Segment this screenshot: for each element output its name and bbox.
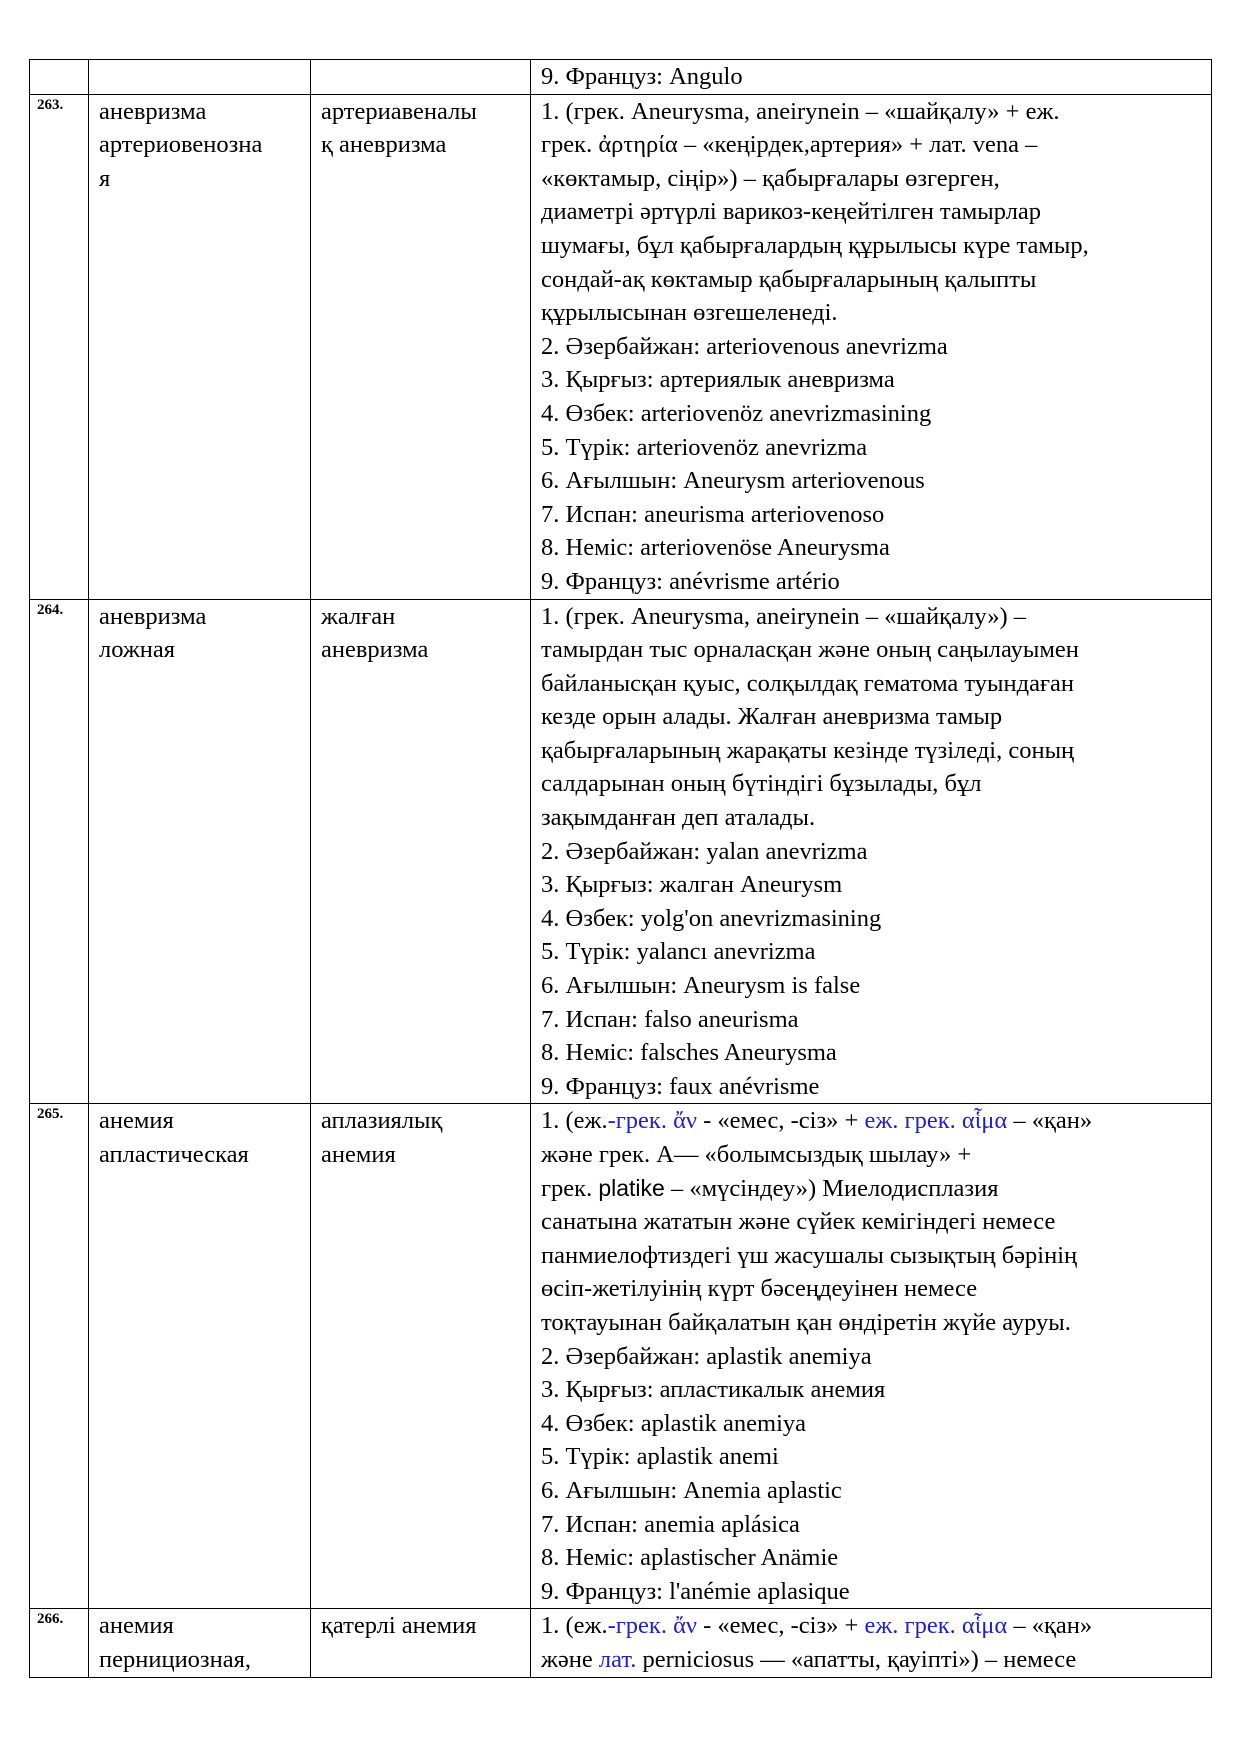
definition-line: байланысқан қуыс, солқылдақ гематома туындаған: [541, 669, 1074, 697]
definition-line: 1. (грек. Aneurysma, aneirynein – «шайқалу» + еж.: [541, 97, 1060, 125]
definition-line: 3. Қырғыз: жалган Aneurysm: [541, 871, 843, 899]
definition-text: грек.: [541, 1174, 599, 1202]
definition-line: диаметрі әртүрлі варикоз-кеңейтілген тамырлар: [541, 198, 1042, 226]
definition-line: [541, 1407, 1203, 1441]
table-row: [30, 1609, 1212, 1677]
definition-text: 1. (еж.: [541, 1612, 608, 1640]
definition-text: - «емес, -сіз» +: [697, 1612, 865, 1640]
definition-line: 6. Ағылшын: Aneurysm arteriovenous: [541, 467, 925, 495]
russian-term-cell: [89, 599, 311, 1104]
russian-term-cell: [89, 60, 311, 95]
definition-cell: [531, 60, 1212, 95]
definition-line: 9. Француз: faux anévrisme: [541, 1072, 820, 1100]
russian-term-line: анемия: [99, 1612, 174, 1640]
definition-line: [541, 1643, 1203, 1677]
definition-line: 9. Француз: Angulo: [541, 63, 743, 90]
russian-term-line: апластическая: [99, 1141, 249, 1168]
definition-line: 7. Испан: aneurisma arteriovenoso: [541, 500, 885, 528]
definition-text: platike: [598, 1174, 665, 1201]
definition-line: зақымданған деп аталады.: [541, 804, 816, 832]
definition-line: 5. Түрік: yalancı anevrizma: [541, 938, 816, 966]
definition-line: салдарынан оның бүтіндігі бұзылады, бұл: [541, 770, 982, 798]
definition-line: «көктамыр, сіңір») – қабырғалары өзгерген,: [541, 164, 1000, 192]
kazakh-term-cell: [311, 94, 531, 599]
definition-text: тоқтауынан байқалатын қан өндіретін жүйе ауруы.: [541, 1308, 1071, 1336]
kazakh-term-line: қ аневризма: [321, 131, 447, 159]
definition-line: 1. (грек. Aneurysma, aneirynein – «шайқалу») –: [541, 602, 1027, 630]
table-row: [30, 599, 1212, 1104]
definition-line: [541, 1272, 1203, 1306]
definition-text: 4. Өзбек: aplastik anemiya: [541, 1409, 807, 1437]
kazakh-term-line: артериавеналы: [321, 97, 477, 125]
russian-term-line: аневризма: [99, 97, 207, 125]
definition-line: [541, 1104, 1203, 1138]
russian-term-line: артериовенозна: [99, 131, 263, 159]
definition-text: – «қан»: [1007, 1612, 1093, 1640]
etymology-highlight: еж. грек. αἷμα: [864, 1107, 1008, 1135]
definition-line: [541, 1138, 1203, 1172]
definition-line: 9. Француз: anévrisme artério: [541, 567, 840, 595]
definition-line: 5. Түрік: arteriovenöz anevrizma: [541, 433, 868, 461]
definition-text: 5. Түрік: aplastik anemi: [541, 1443, 779, 1471]
etymology-highlight: лат.: [598, 1645, 637, 1673]
definition-cell: [531, 1104, 1212, 1609]
table-row: [30, 94, 1212, 599]
definition-line: [541, 1508, 1203, 1542]
russian-term-line: аневризма: [99, 602, 207, 630]
definition-text: және грек. А— «болымсыздық шылау» +: [541, 1141, 972, 1168]
table-row: [30, 60, 1212, 95]
definition-line: [541, 1474, 1203, 1508]
definition-line: [541, 1575, 1203, 1609]
etymology-highlight: -грек. ἄν: [607, 1107, 697, 1135]
definition-line: тамырдан тыс орналасқан және оның саңылауымен: [541, 636, 1079, 664]
definition-cell: [531, 599, 1212, 1104]
russian-term-cell: [89, 1609, 311, 1677]
definition-text: – «мүсіндеу») Миелодисплазия: [664, 1174, 999, 1202]
definition-line: 2. Әзербайжан: arteriovenous anevrizma: [541, 332, 948, 360]
definition-line: 4. Өзбек: arteriovenöz anevrizmasining: [541, 399, 932, 427]
definition-text: және: [541, 1645, 599, 1673]
definition-line: сондай-ақ көктамыр қабырғаларының қалыпты: [541, 265, 1037, 293]
kazakh-term-cell: [311, 60, 531, 95]
definition-line: [541, 1541, 1203, 1575]
definition-line: 4. Өзбек: yolg'on anevrizmasining: [541, 904, 882, 932]
kazakh-term-cell: [311, 599, 531, 1104]
glossary-body: [30, 60, 1212, 1678]
russian-term-line: ложная: [99, 636, 176, 664]
definition-text: 1. (еж.: [541, 1107, 608, 1135]
definition-text: - «емес, -сіз» +: [697, 1107, 865, 1135]
definition-text: 8. Неміс: aplastischer Anämie: [541, 1544, 839, 1572]
definition-line: 8. Неміс: arteriovenöse Aneurysma: [541, 534, 890, 562]
definition-text: perniciosus — «апатты, қауіпті») – немесе: [636, 1645, 1077, 1673]
kazakh-term-cell: [311, 1104, 531, 1609]
russian-term-cell: [89, 94, 311, 599]
definition-text: – «қан»: [1007, 1107, 1093, 1135]
definition-line: кезде орын алады. Жалған аневризма тамыр: [541, 703, 1003, 731]
entry-number: 264.: [30, 599, 89, 1104]
definition-line: 6. Ағылшын: Aneurysm is false: [541, 972, 861, 1000]
entry-number: 263.: [30, 94, 89, 599]
russian-term-line: я: [99, 164, 111, 192]
definition-line: [541, 1440, 1203, 1474]
definition-line: 2. Әзербайжан: yalan anevrizma: [541, 837, 868, 865]
definition-text: өсіп-жетілуінің күрт бәсеңдеуінен немесе: [541, 1275, 978, 1303]
definition-line: [541, 1340, 1203, 1374]
definition-cell: [531, 1609, 1212, 1677]
definition-text: 9. Француз: l'anémie aplasique: [541, 1577, 850, 1605]
definition-line: [541, 1205, 1203, 1239]
definition-text: 2. Әзербайжан: aplastik anemiya: [541, 1342, 872, 1370]
definition-line: [541, 1609, 1203, 1643]
kazakh-term-line: аплазиялық: [321, 1107, 443, 1135]
definition-line: грек. ἀρτηρία – «кеңірдек,артерия» + лат. vena –: [541, 131, 1038, 159]
kazakh-term-cell: [311, 1609, 531, 1677]
definition-text: 6. Ағылшын: Anemia aplastic: [541, 1476, 842, 1504]
definition-line: [541, 1306, 1203, 1340]
definition-cell: [531, 94, 1212, 599]
definition-line: 8. Неміс: falsches Aneurysma: [541, 1039, 837, 1067]
definition-text: 7. Испан: anemia aplásica: [541, 1510, 800, 1538]
definition-line: шумағы, бұл қабырғалардың құрылысы күре тамыр,: [541, 231, 1089, 259]
definition-line: құрылысынан өзгешеленеді.: [541, 299, 838, 327]
definition-line: [541, 1239, 1203, 1273]
entry-number: 265.: [30, 1104, 89, 1609]
table-row: [30, 1104, 1212, 1609]
definition-line: [541, 1172, 1203, 1206]
definition-text: санатына жататын және сүйек кемігіндегі немесе: [541, 1208, 1056, 1236]
russian-term-line: пернициозная,: [99, 1645, 251, 1673]
definition-line: қабырғаларының жарақаты кезінде түзіледі, соның: [541, 736, 1075, 764]
definition-line: 3. Қырғыз: артериялык аневризма: [541, 366, 895, 394]
entry-number: [30, 60, 89, 95]
etymology-highlight: -грек. ἄν: [607, 1612, 697, 1640]
definition-text: панмиелофтиздегі үш жасушалы сызықтың бәрінің: [541, 1241, 1078, 1269]
definition-text: 3. Қырғыз: апластикалык анемия: [541, 1376, 886, 1404]
definition-line: 7. Испан: falso aneurisma: [541, 1005, 799, 1033]
russian-term-cell: [89, 1104, 311, 1609]
russian-term-line: анемия: [99, 1107, 174, 1135]
kazakh-term-line: жалған: [321, 602, 396, 630]
etymology-highlight: еж. грек. αἷμα: [864, 1612, 1008, 1640]
definition-line: [541, 1373, 1203, 1407]
glossary-table: [29, 59, 1212, 1678]
kazakh-term-line: анемия: [321, 1141, 396, 1168]
kazakh-term-line: қатерлі анемия: [321, 1612, 477, 1640]
entry-number: 266.: [30, 1609, 89, 1677]
kazakh-term-line: аневризма: [321, 636, 429, 664]
